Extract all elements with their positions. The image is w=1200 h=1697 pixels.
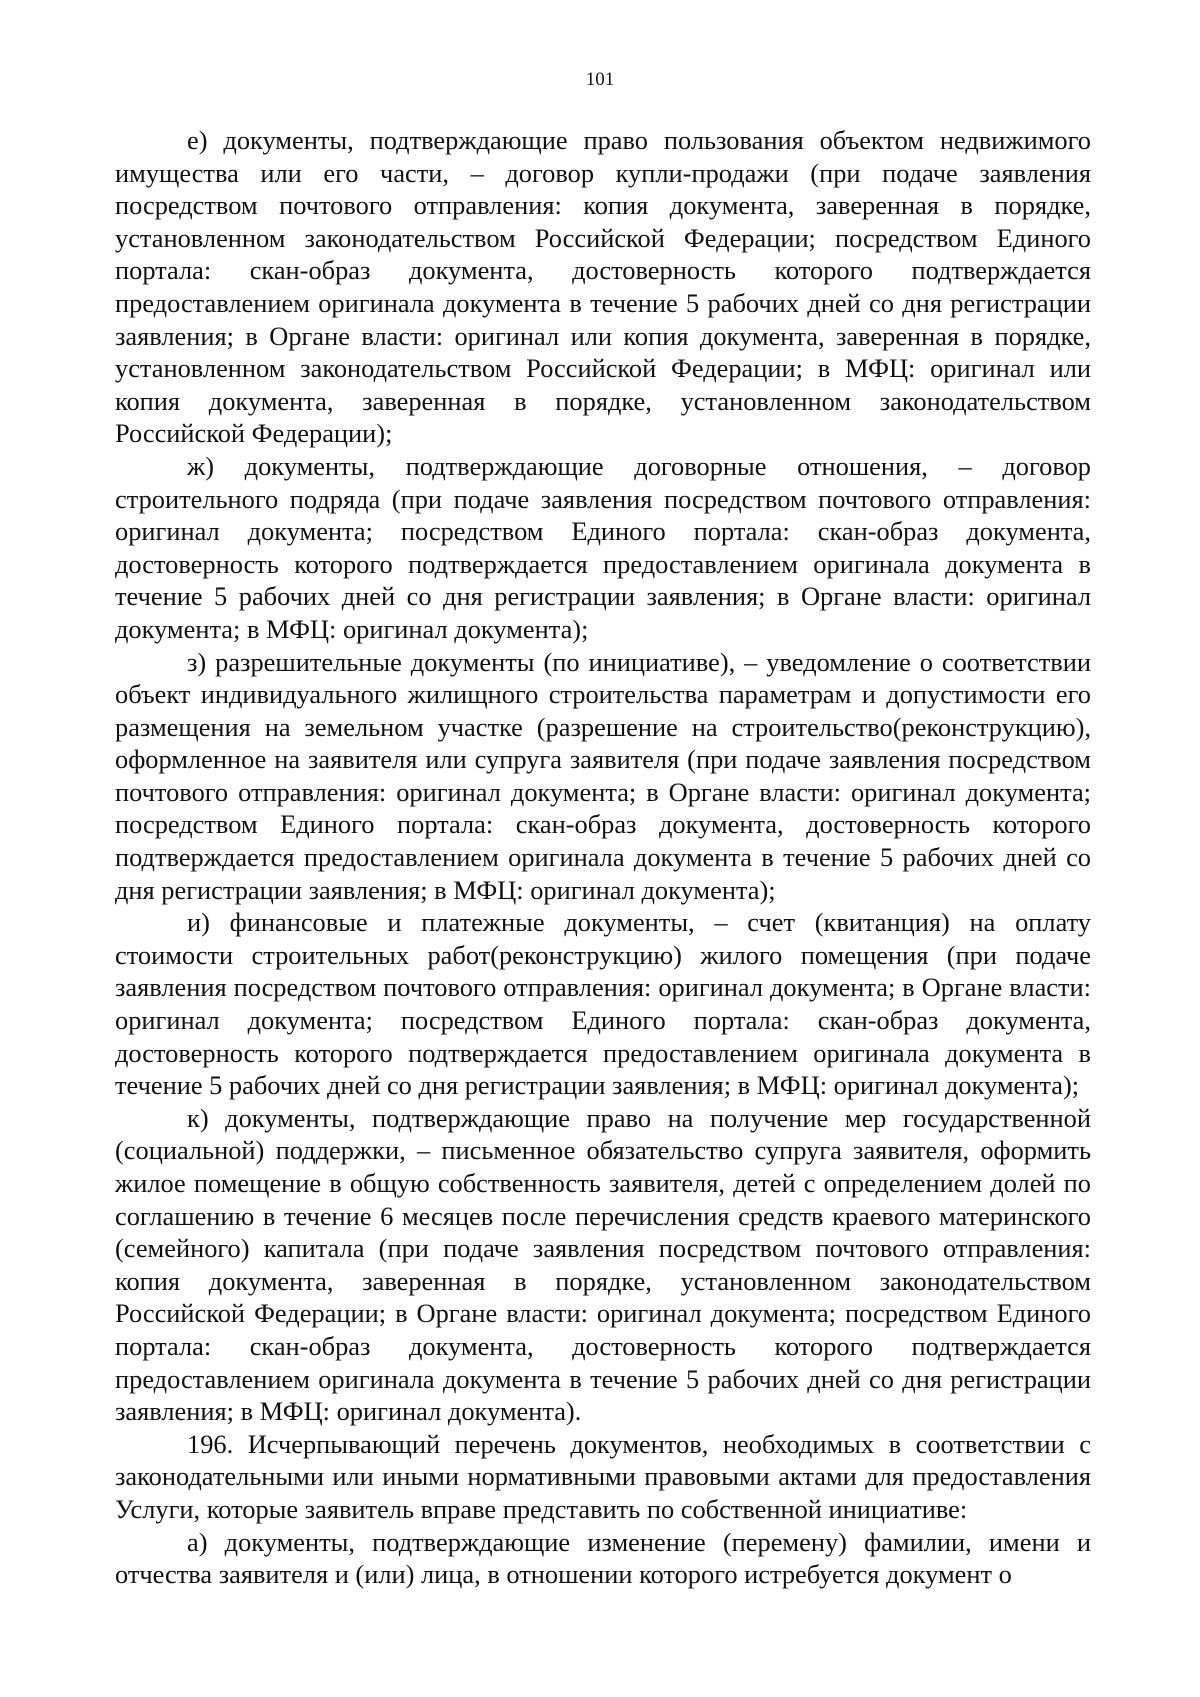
- document-body: [115, 124, 1091, 1591]
- paragraph-e-ownership-documents: е) документы, подтверждающие право пользования объектом недвижимого имущества или его части, – договор купли-продажи (при подаче заявления посредством почтового отправления: копия документа, заверенная в порядке, установленном законодательством Российской Федерации; посредством Единого портала: скан-образ документа, достоверность которого подтверждается предоставлением оригинала документа в течение 5 рабочих дней со дня регистрации заявления; в Органе власти: оригинал или копия документа, заверенная в порядке, установленном законодательством Российской Федерации; в МФЦ: оригинал или копия документа, заверенная в порядке, установленном законодательством Российской Федерации);: [115, 125, 1091, 449]
- page-number: 101: [585, 69, 615, 90]
- paragraph-a-name-change-documents: а) документы, подтверждающие изменение (перемену) фамилии, имени и отчества заявителя и (или) лица, в отношении которого истребуется документ о: [115, 1526, 1091, 1590]
- paragraph-196-optional-documents-list: 196. Исчерпывающий перечень документов, необходимых в соответствии с законодательными или иными нормативными правовыми актами для предоставления Услуги, которые заявитель вправе представить по собственной инициативе:: [115, 1428, 1091, 1524]
- paragraph-i-payment-documents: и) финансовые и платежные документы, – счет (квитанция) на оплату стоимости строительных работ(реконструкцию) жилого помещения (при подаче заявления посредством почтового отправления: оригинал документа; в Органе власти: оригинал документа; посредством Единого портала: скан-образ документа, достоверность которого подтверждается предоставлением оригинала документа в течение 5 рабочих дней со дня регистрации заявления; в МФЦ: оригинал документа);: [115, 907, 1091, 1101]
- paragraph-z-permit-documents: з) разрешительные документы (по инициативе), – уведомление о соответствии объект индивидуального жилищного строительства параметрам и допустимости его размещения на земельном участке (разрешение на строительство(реконструкцию), оформленное на заявителя или супруга заявителя (при подаче заявления посредством почтового отправления: оригинал документа; в Органе власти: оригинал документа; посредством Единого портала: скан-образ документа, достоверность которого подтверждается предоставлением оригинала документа в течение 5 рабочих дней со дня регистрации заявления; в МФЦ: оригинал документа);: [115, 646, 1091, 905]
- paragraph-k-support-documents: к) документы, подтверждающие право на получение мер государственной (социальной) поддержки, – письменное обязательство супруга заявителя, оформить жилое помещение в общую собственность заявителя, детей с определением долей по соглашению в течение 6 месяцев после перечисления средств краевого материнского (семейного) капитала (при подаче заявления посредством почтового отправления: копия документа, заверенная в порядке, установленном законодательством Российской Федерации; в Органе власти: оригинал документа; посредством Единого портала: скан-образ документа, достоверность которого подтверждается предоставлением оригинала документа в течение 5 рабочих дней со дня регистрации заявления; в МФЦ: оригинал документа).: [115, 1102, 1091, 1427]
- paragraph-zh-contract-documents: ж) документы, подтверждающие договорные отношения, – договор строительного подряда (при подаче заявления посредством почтового отправления: оригинал документа; посредством Единого портала: скан-образ документа, достоверность которого подтверждается предоставлением оригинала документа в течение 5 рабочих дней со дня регистрации заявления; в Органе власти: оригинал документа; в МФЦ: оригинал документа);: [115, 450, 1091, 644]
